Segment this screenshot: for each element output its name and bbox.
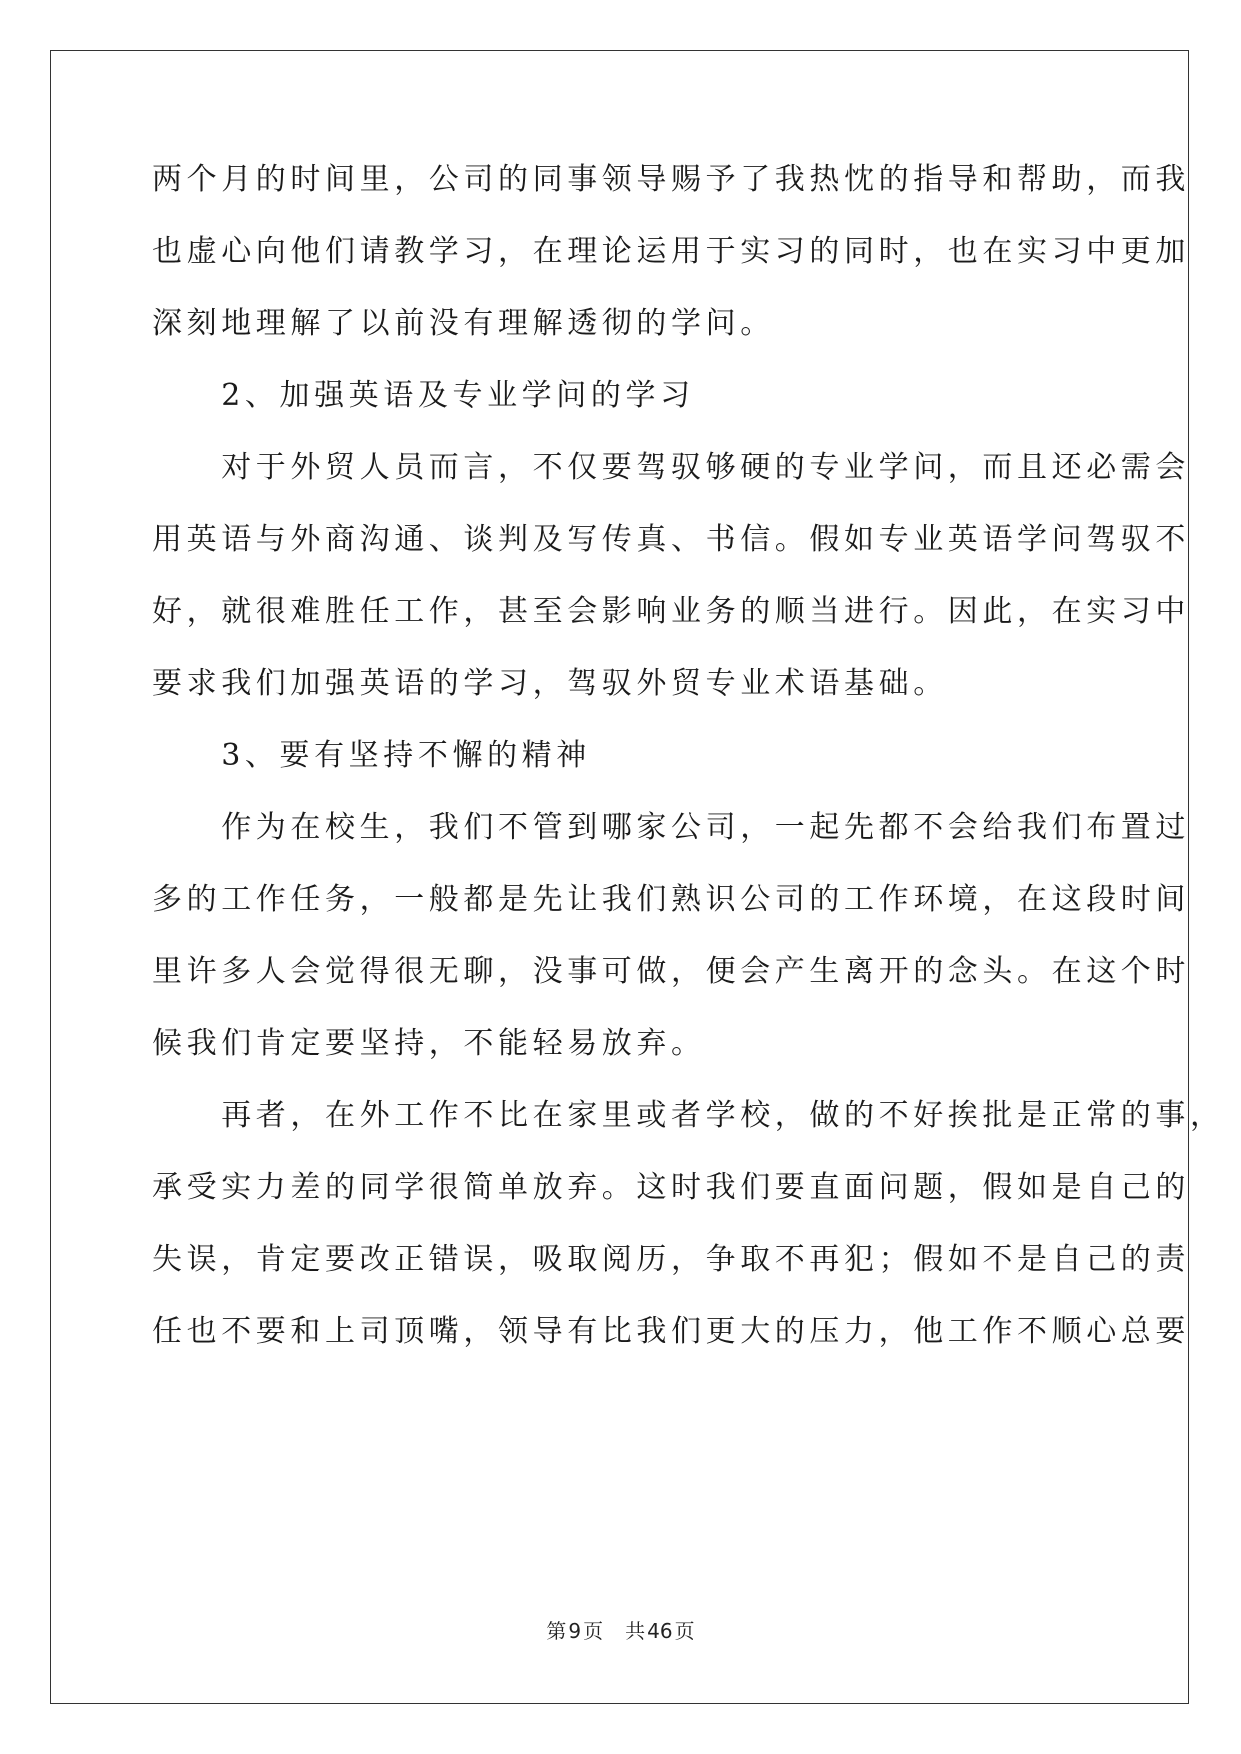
body-line-1: 两个月的时间里，公司的同事领导赐予了我热忱的指导和帮助，而我 bbox=[152, 162, 1190, 197]
body-line-17: 任也不要和上司顶嘴，领导有比我们更大的压力，他工作不顺心总要 bbox=[152, 1314, 1190, 1349]
body-line-2: 也虚心向他们请教学习，在理论运用于实习的同时，也在实习中更加 bbox=[152, 234, 1190, 269]
body-line-8: 要求我们加强英语的学习，驾驭外贸专业术语基础。 bbox=[152, 666, 948, 701]
total-prefix: 共 bbox=[625, 1619, 646, 1643]
page-border bbox=[50, 50, 1189, 1704]
body-line-12: 里许多人会觉得很无聊，没事可做，便会产生离开的念头。在这个时 bbox=[152, 954, 1190, 989]
page-number: 9 bbox=[568, 1619, 582, 1643]
body-line-11: 多的工作任务，一般都是先让我们熟识公司的工作环境，在这段时间 bbox=[152, 882, 1190, 917]
body-line-16: 失误，肯定要改正错误，吸取阅历，争取不再犯；假如不是自己的责 bbox=[152, 1242, 1190, 1277]
body-line-13: 候我们肯定要坚持，不能轻易放弃。 bbox=[152, 1026, 706, 1061]
page-prefix: 第 bbox=[546, 1619, 567, 1643]
section-heading-3: 3、要有坚持不懈的精神 bbox=[152, 738, 591, 773]
body-line-15: 承受实力差的同学很简单放弃。这时我们要直面问题，假如是自己的 bbox=[152, 1170, 1190, 1205]
total-suffix: 页 bbox=[674, 1619, 695, 1643]
body-line-14: 再者，在外工作不比在家里或者学校，做的不好挨批是正常的事， bbox=[152, 1098, 1225, 1133]
page-footer bbox=[0, 1615, 1241, 1644]
page-suffix: 页 bbox=[583, 1619, 604, 1643]
body-line-10: 作为在校生，我们不管到哪家公司，一起先都不会给我们布置过 bbox=[152, 810, 1190, 845]
body-line-5: 对于外贸人员而言，不仅要驾驭够硬的专业学问，而且还必需会 bbox=[152, 450, 1190, 485]
body-line-7: 好，就很难胜任工作，甚至会影响业务的顺当进行。因此，在实习中 bbox=[152, 594, 1190, 629]
body-line-3: 深刻地理解了以前没有理解透彻的学问。 bbox=[152, 306, 775, 341]
body-line-6: 用英语与外商沟通、谈判及写传真、书信。假如专业英语学问驾驭不 bbox=[152, 522, 1190, 557]
section-heading-2: 2、加强英语及专业学问的学习 bbox=[152, 378, 695, 413]
total-pages: 46 bbox=[647, 1619, 673, 1643]
